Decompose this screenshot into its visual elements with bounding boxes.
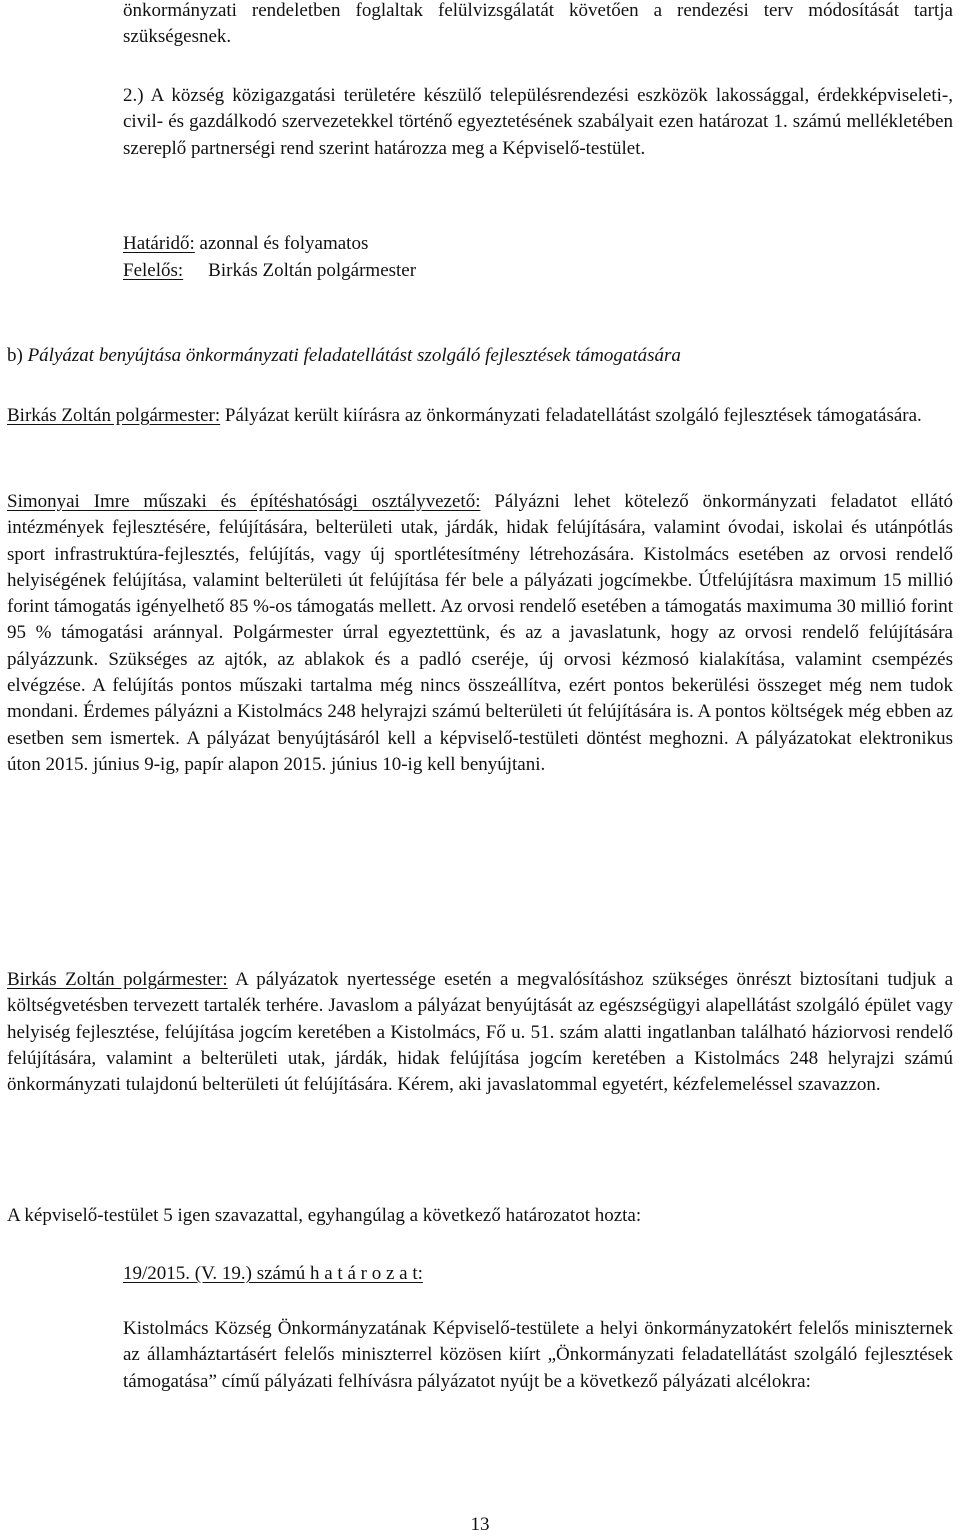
vote-result: A képviselő-testület 5 igen szavazattal, egyhangúlag a következő határozatot hozta: bbox=[7, 1205, 642, 1226]
speaker-name: Simonyai Imre műszaki és építéshatósági osztályvezető: bbox=[7, 491, 481, 512]
speaker-name: Birkás Zoltán polgármester: bbox=[7, 969, 228, 990]
paragraph-rendezesi-terv: önkormányzati rendeletben foglaltak felülvizsgálatát követően a rendezési terv módosítását tartja szükségesnek. bbox=[123, 0, 953, 48]
deadline-label: Határidő: bbox=[123, 233, 195, 254]
paragraph-speaker-mayor-1 bbox=[7, 403, 953, 429]
page-number: 13 bbox=[470, 1514, 490, 1535]
agenda-heading-prefix: b) bbox=[7, 345, 28, 366]
speaker-text: Pályázat került kiírásra az önkormányzati feladatellátást szolgáló fejlesztések támogatására. bbox=[220, 405, 922, 426]
speaker-text: Pályázni lehet kötelező önkormányzati feladatot ellátó intézmények fejlesztésére, felújítására, belterületi utak, járdák, hidak felújítására, valamint óvodai, iskolai és utánpótlás sport infrastruktúra-fejlesztés, felújítás, vagy új sportlétesítmény létrehozására. Kistolmács esetében az orvosi rendelő helyiségének felújítása, valamint belterületi út felújítása fér bele a pályázati jogcímekbe. Útfelújításra maximum 15 millió forint támogatás igényelhető 85 %-os támogatás mellett. Az orvosi rendelő esetében a támogatás maximuma 30 millió forint 95 % támogatási aránnyal. Polgármester úrral egyeztettünk, és az a javaslatunk, hogy az orvosi rendelő felújítására pályázzunk. Szükséges az ajtók, az ablakok és a padló cseréje, új orvosi kézmosó kialakítása, valamint csempézés elvégzése. A felújítás pontos műszaki tartalma még nincs összeállítva, ezért pontos bekerülési összeget még nem tudok mondani. Érdemes pályázni a Kistolmács 248 helyrajzi számú belterületi út felújítására is. A pontos költségek még ebben az esetben sem ismertek. A pályázat benyújtásáról kell a képviselő-testületi döntést meghozni. A pályázatokat elektronikus úton 2015. június 9-ig, papír alapon 2015. június 10-ig kell benyújtani. bbox=[7, 491, 953, 775]
responsible-value: Birkás Zoltán polgármester bbox=[208, 260, 417, 281]
paragraph-speaker-mayor-2 bbox=[7, 967, 953, 1098]
speaker-name: Birkás Zoltán polgármester: bbox=[7, 405, 221, 426]
paragraph-speaker-simonyai bbox=[7, 489, 953, 778]
decision-text: Kistolmács Község Önkormányzatának Képviselő-testülete a helyi önkormányzatokért felelős miniszternek az államháztartásért felelős miniszterrel közösen kiírt „Önkormányzati feladatellátást szolgáló fejlesztések támogatása” című pályázati felhívásra pályázatot nyújt be a következő pályázati alcélokra: bbox=[123, 1318, 953, 1392]
agenda-heading-b bbox=[7, 343, 681, 369]
responsible-label: Felelős: bbox=[123, 260, 184, 281]
paragraph-2-partnersegi-rend: 2.) A község közigazgatási területére készülő településrendezési eszközök lakossággal, érdekképviseleti-, civil- és gazdálkodó szervezetekkel történő egyeztetésének szabályait ezen határozat 1. számú mellékletében szereplő partnerségi rend szerint határozza meg a Képviselő-testület. bbox=[123, 85, 953, 159]
responsible-line bbox=[123, 258, 416, 284]
decision-title: 19/2015. (V. 19.) számú h a t á r o z a t: bbox=[123, 1263, 423, 1284]
deadline-line bbox=[123, 231, 368, 257]
agenda-heading-title: Pályázat benyújtása önkormányzati feladatellátást szolgáló fejlesztések támogatására bbox=[27, 345, 681, 366]
speaker-text: A pályázatok nyertessége esetén a megvalósításhoz szükséges önrészt biztosítani tudjuk a költségvetésben tervezett tartalék terhére. Javaslom a pályázat benyújtását az egészségügyi alapellátást szolgáló épület vagy helyiség fejlesztése, felújítása jogcím keretében a Kistolmács, Fő u. 51. szám alatti ingatlanban található háziorvosi rendelő felújítására, valamint a belterületi utak, járdák, hidak felújítása jogcím keretében a Kistolmács 248 helyrajzi számú önkormányzati tulajdonú belterületi út felújítására. Kérem, aki javaslatommal egyetért, kézfelemeléssel szavazzon. bbox=[7, 969, 954, 1096]
deadline-value: azonnal és folyamatos bbox=[194, 233, 369, 254]
